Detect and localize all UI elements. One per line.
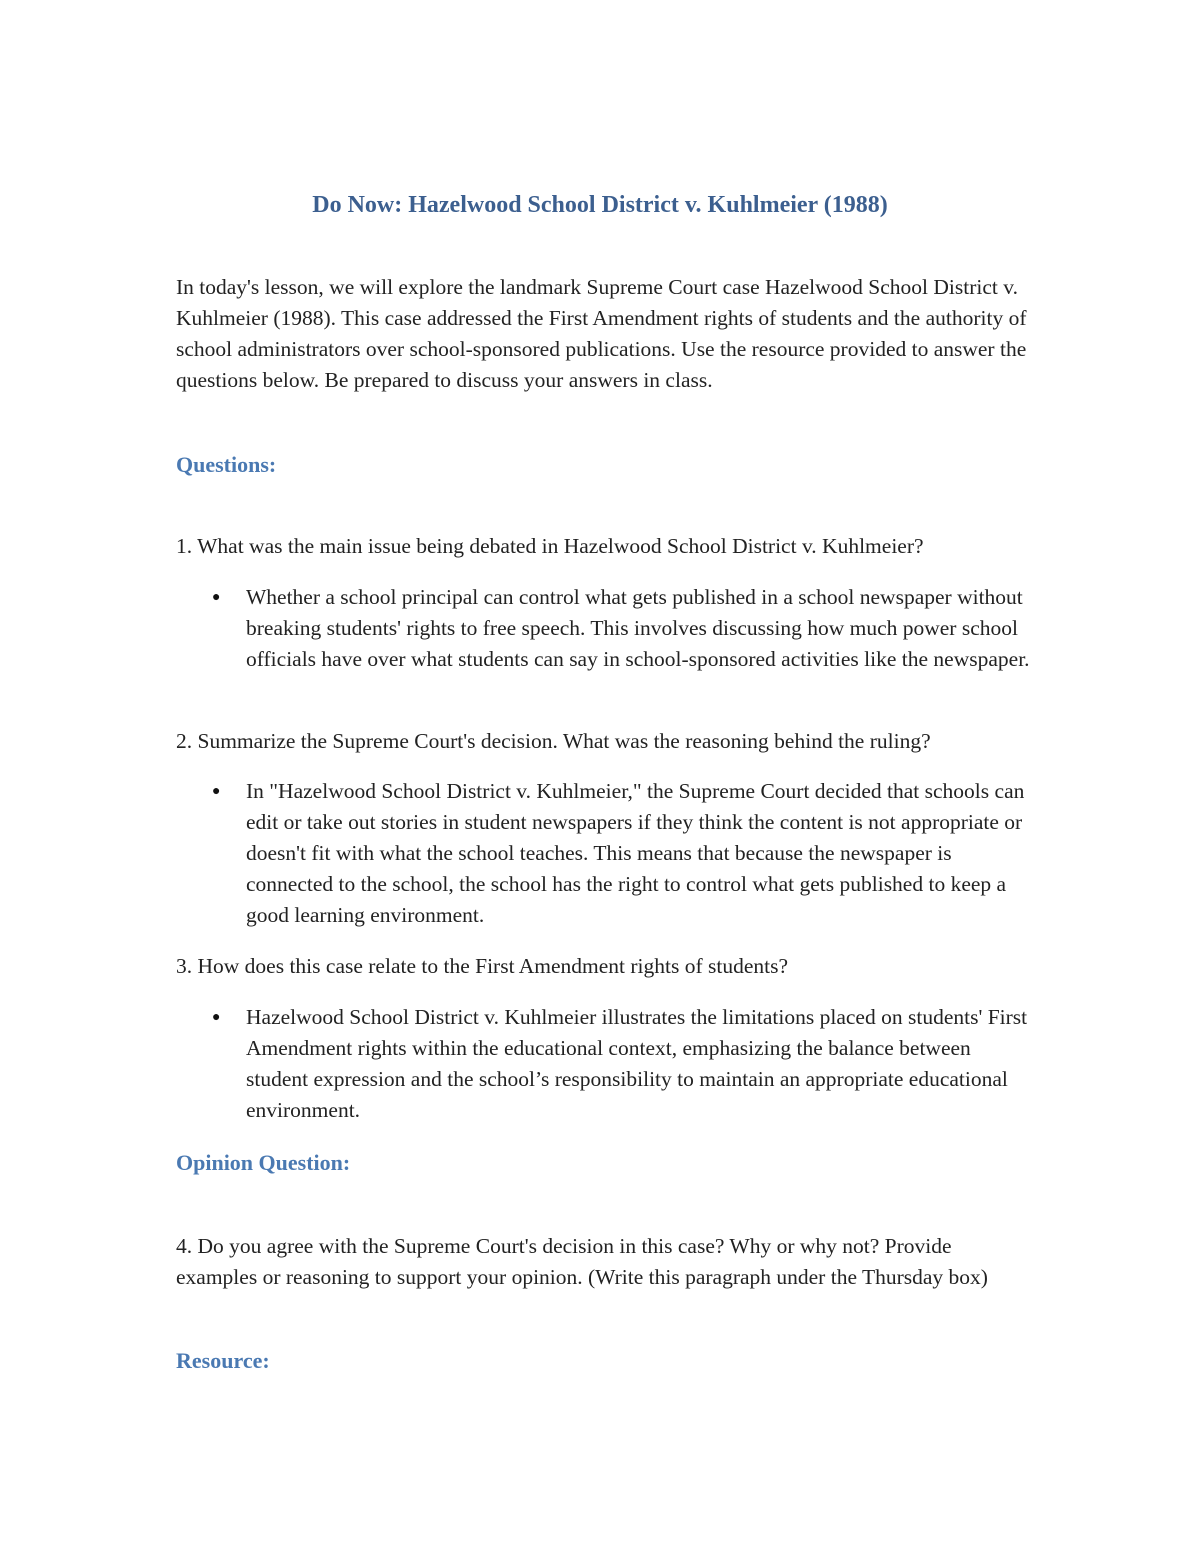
bullet-icon: ● bbox=[212, 784, 221, 799]
answer-3: Hazelwood School District v. Kuhlmeier illustrates the limitations placed on students' First Amendment rights within the educational context, emphasizing the balance between student expression and the school’s responsibility to maintain an appropriate educational environment. bbox=[246, 1005, 1028, 1122]
resource-heading: Resource: bbox=[176, 1348, 270, 1373]
intro-paragraph: In today's lesson, we will explore the landmark Supreme Court case Hazelwood School District v. Kuhlmeier (1988). This case addressed the First Amendment rights of students and the authority of school administrators over school-sponsored publications. Use the resource provided to answer the questions below. Be prepared to discuss your answers in class. bbox=[176, 275, 1027, 392]
questions-heading: Questions: bbox=[176, 452, 277, 477]
answer-1: Whether a school principal can control what gets published in a school newspaper without breaking students' rights to free speech. This involves discussing how much power school officials have over what students can say in school-sponsored activities like the newspaper. bbox=[246, 585, 1030, 671]
question-1: 1. What was the main issue being debated in Hazelwood School District v. Kuhlmeier? bbox=[176, 534, 924, 558]
opinion-question: 4. Do you agree with the Supreme Court's decision in this case? Why or why not? Provide examples or reasoning to support your opinion. (Write this paragraph under the Thursday box) bbox=[176, 1234, 988, 1289]
question-2: 2. Summarize the Supreme Court's decision. What was the reasoning behind the ruling? bbox=[176, 729, 931, 753]
answer-2: In "Hazelwood School District v. Kuhlmeier," the Supreme Court decided that schools can edit or take out stories in student newspapers if they think the content is not appropriate or doesn't fit with what the school teaches. This means that because the newspaper is connected to the school, the school has the right to control what gets published to keep a good learning environment. bbox=[246, 779, 1025, 927]
bullet-icon: ● bbox=[212, 1010, 221, 1025]
question-3: 3. How does this case relate to the First Amendment rights of students? bbox=[176, 954, 789, 978]
opinion-heading: Opinion Question: bbox=[176, 1150, 351, 1175]
document-title: Do Now: Hazelwood School District v. Kuhlmeier (1988) bbox=[312, 192, 888, 218]
bullet-icon: ● bbox=[212, 590, 221, 605]
